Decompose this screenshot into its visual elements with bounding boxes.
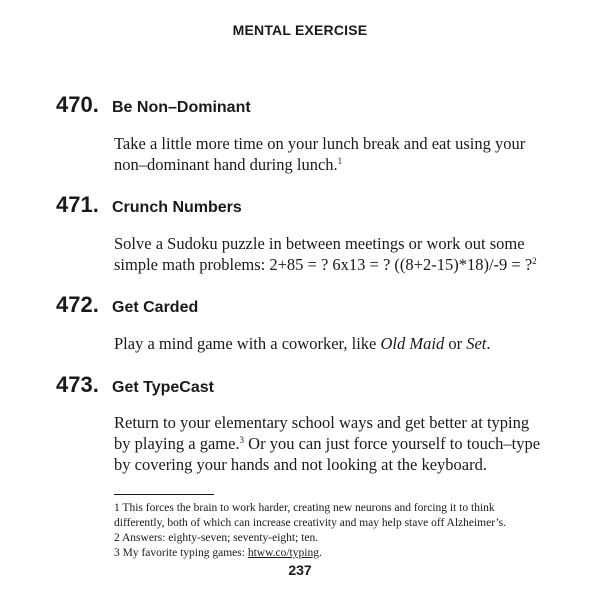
footnote-3-period: . [318,547,322,559]
page-number: 237 [288,562,312,578]
footnote-ref: 1 [337,156,343,166]
body-line: Take a little more time on your lunch break and eat using your [114,134,526,153]
body-text: non–dominant hand during lunch. [114,155,338,174]
body-line [114,154,554,175]
footnote-3 [114,546,564,561]
entry-heading-471 [56,192,242,218]
entry-title: Be Non–Dominant [112,99,251,116]
footnote-ref: 2 [532,256,537,266]
body-text: Play a mind game with a coworker, like [114,334,381,353]
entry-number: 470. [56,92,99,117]
body-line [114,333,554,354]
body-text: simple math problems: 2+85 = ? 6x13 = ? ((8+2-15)*18)/-9 = ? [114,255,533,274]
entry-title: Get TypeCast [112,379,214,396]
footnote-divider [114,494,214,495]
body-text: by playing a game. [114,434,240,453]
entry-number: 471. [56,192,99,217]
entry-heading-473 [56,372,214,398]
footnote-1-line: differently, both of which can increase creativity and may help stave off Alzheimer’s. [114,517,507,529]
entry-number: 472. [56,292,99,317]
body-line [114,433,554,454]
entry-body-472 [114,333,554,354]
entry-title: Crunch Numbers [112,199,242,216]
entry-body-471 [114,233,554,275]
entry-heading-472 [56,292,198,318]
body-line [114,254,554,275]
entry-body-470 [114,133,554,175]
game-title-italic: Old Maid [380,334,445,353]
body-line: Return to your elementary school ways and get better at typing [114,413,530,432]
typing-games-link[interactable]: htww.co/typing [247,547,319,559]
entry-body-473 [114,412,554,475]
entry-number: 473. [56,372,99,397]
footnotes [114,501,564,561]
running-head: MENTAL EXERCISE [232,22,368,38]
game-title-italic: Set [466,334,487,353]
entry-heading-470 [56,92,251,118]
body-text: . [486,334,491,353]
footnote-ref: 3 [239,435,245,445]
footnote-1-line: 1 This forces the brain to work harder, creating new neurons and forcing it to think [114,502,495,514]
body-text: or [444,334,467,353]
entry-title: Get Carded [112,299,199,316]
footnote-3-text: 3 My favorite typing games: [114,547,248,559]
body-text: Or you can just force yourself to touch–type [244,434,541,453]
body-line: by covering your hands and not looking at the keyboard. [114,455,487,474]
body-line: Solve a Sudoku puzzle in between meetings or work out some [114,234,525,253]
footnote-2: 2 Answers: eighty-seven; seventy-eight; ten. [114,532,319,544]
